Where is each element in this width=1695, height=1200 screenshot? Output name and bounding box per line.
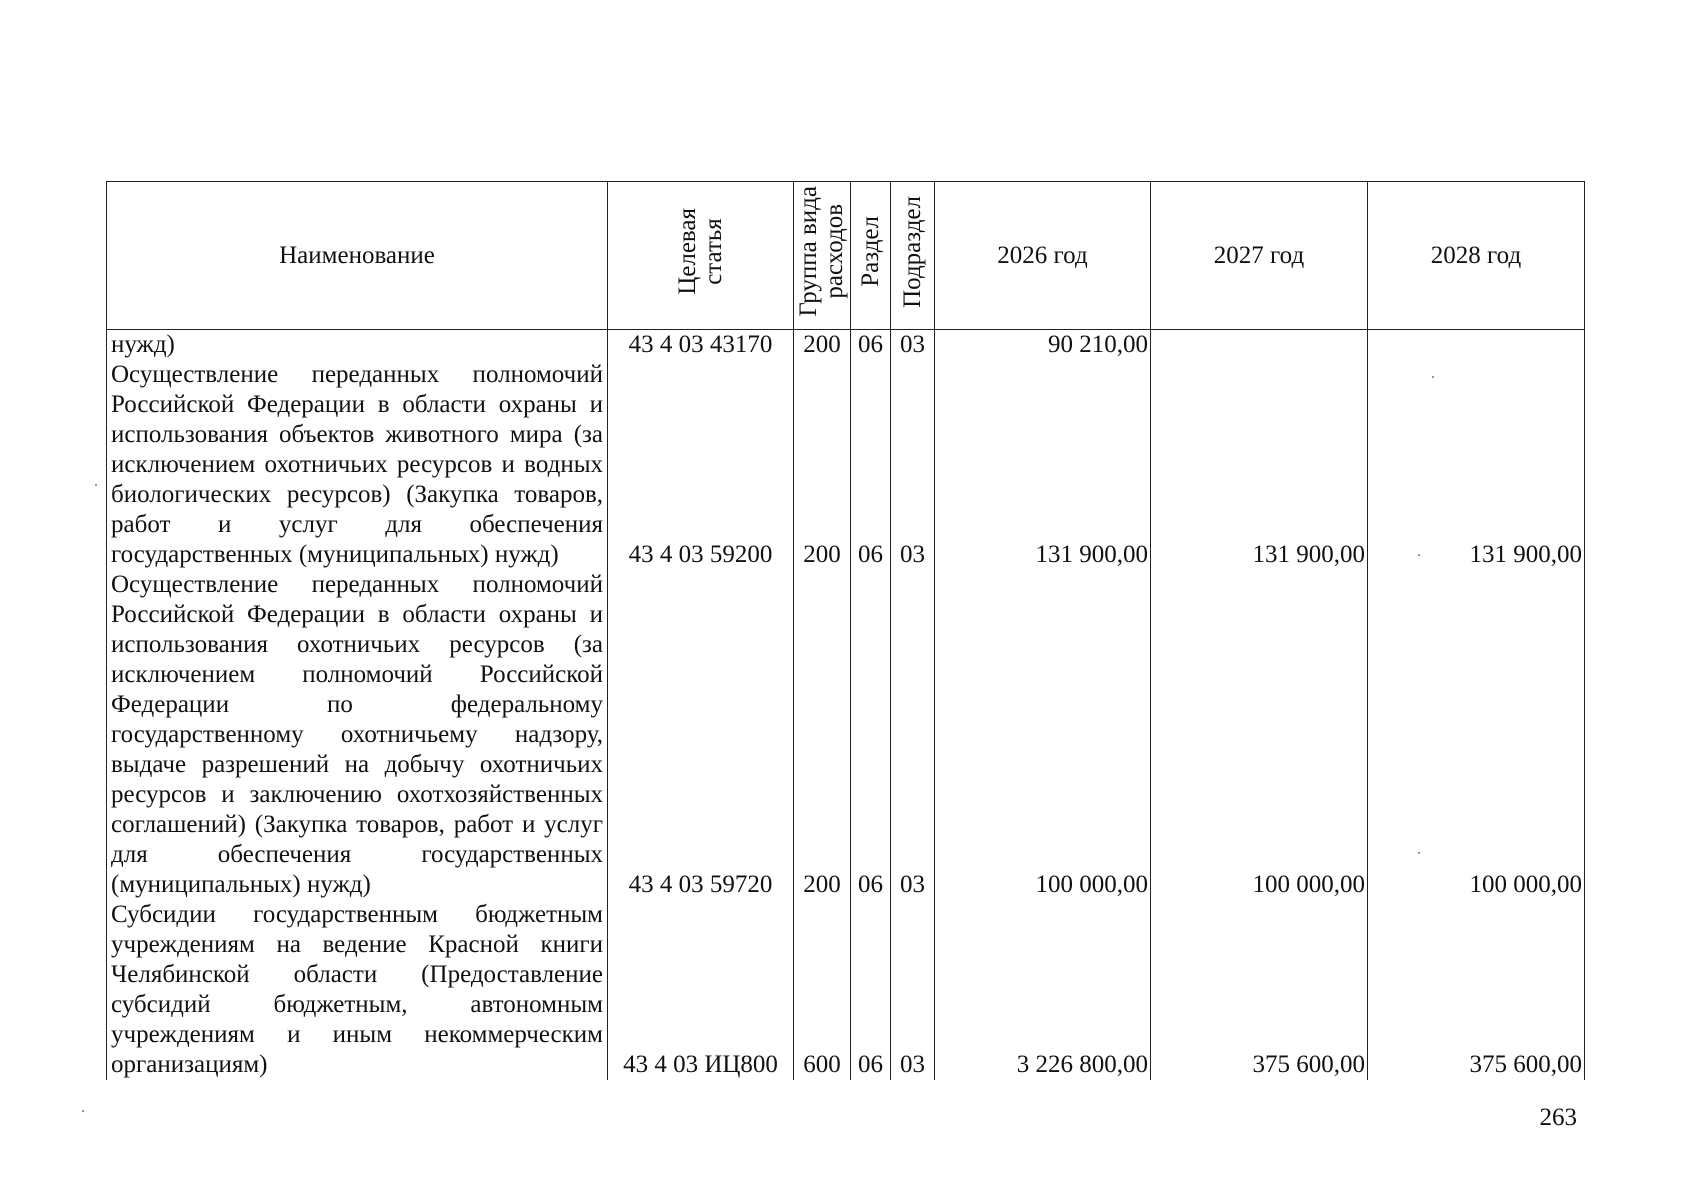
row-2027: 131 900,00 <box>1151 360 1368 570</box>
row-2028 <box>1368 330 1585 361</box>
row-2026: 100 000,00 <box>935 570 1151 900</box>
table-header-row <box>107 182 1585 330</box>
row-2028: 131 900,00 <box>1368 360 1585 570</box>
row-2026: 3 226 800,00 <box>935 900 1151 1080</box>
header-target: Целевая статья <box>608 182 794 330</box>
table-row <box>107 900 1585 1080</box>
header-group: Группа вида расходов <box>794 182 851 330</box>
row-2026: 131 900,00 <box>935 360 1151 570</box>
row-group: 200 <box>794 570 851 900</box>
row-name: Осуществление переданных полномочий Российской Федерации в области охраны и использования объектов животного мира (за исключением охотничьих ресурсов и водных биологических ресурсов) (Закупка товаров, работ и услуг для обеспечения государственных (муниципальных) нужд) <box>107 360 608 570</box>
row-group: 600 <box>794 900 851 1080</box>
row-2027 <box>1151 330 1368 361</box>
row-target: 43 4 03 43170 <box>608 330 794 361</box>
header-2027: 2027 год <box>1151 182 1368 330</box>
scan-speck <box>1432 376 1434 378</box>
row-name: нужд) <box>107 330 608 361</box>
header-section: Раздел <box>851 182 891 330</box>
row-2028: 100 000,00 <box>1368 570 1585 900</box>
row-section: 06 <box>851 360 891 570</box>
row-group: 200 <box>794 330 851 361</box>
page-number: 263 <box>1539 1104 1577 1131</box>
row-section: 06 <box>851 330 891 361</box>
header-subsection: Подраздел <box>891 182 935 330</box>
row-subsection: 03 <box>891 570 935 900</box>
row-section: 06 <box>851 570 891 900</box>
scan-speck <box>1418 852 1420 854</box>
header-name: Наименование <box>107 182 608 330</box>
scan-speck <box>1418 554 1420 556</box>
row-target: 43 4 03 ИЦ800 <box>608 900 794 1080</box>
row-subsection: 03 <box>891 330 935 361</box>
row-2027: 100 000,00 <box>1151 570 1368 900</box>
row-subsection: 03 <box>891 360 935 570</box>
row-target: 43 4 03 59720 <box>608 570 794 900</box>
scan-speck <box>95 484 97 486</box>
row-subsection: 03 <box>891 900 935 1080</box>
row-2026: 90 210,00 <box>935 330 1151 361</box>
row-section: 06 <box>851 900 891 1080</box>
table-row <box>107 360 1585 570</box>
header-2026: 2026 год <box>935 182 1151 330</box>
row-group: 200 <box>794 360 851 570</box>
budget-table <box>106 181 1585 1080</box>
row-target: 43 4 03 59200 <box>608 360 794 570</box>
header-2028: 2028 год <box>1368 182 1585 330</box>
row-2028: 375 600,00 <box>1368 900 1585 1080</box>
table-row <box>107 570 1585 900</box>
row-name: Осуществление переданных полномочий Российской Федерации в области охраны и использования охотничьих ресурсов (за исключением полномочий Российской Федерации по федеральному государственному охотничьему надзору, выдаче разрешений на добычу охотничьих ресурсов и заключению охотхозяйственных соглашений) (Закупка товаров, работ и услуг для обеспечения государственных (муниципальных) нужд) <box>107 570 608 900</box>
row-name: Субсидии государственным бюджетным учреждениям на ведение Красной книги Челябинской области (Предоставление субсидий бюджетным, автономным учреждениям и иным некоммерческим организациям) <box>107 900 608 1080</box>
row-2027: 375 600,00 <box>1151 900 1368 1080</box>
table-row <box>107 330 1585 361</box>
scan-speck <box>82 1110 84 1112</box>
